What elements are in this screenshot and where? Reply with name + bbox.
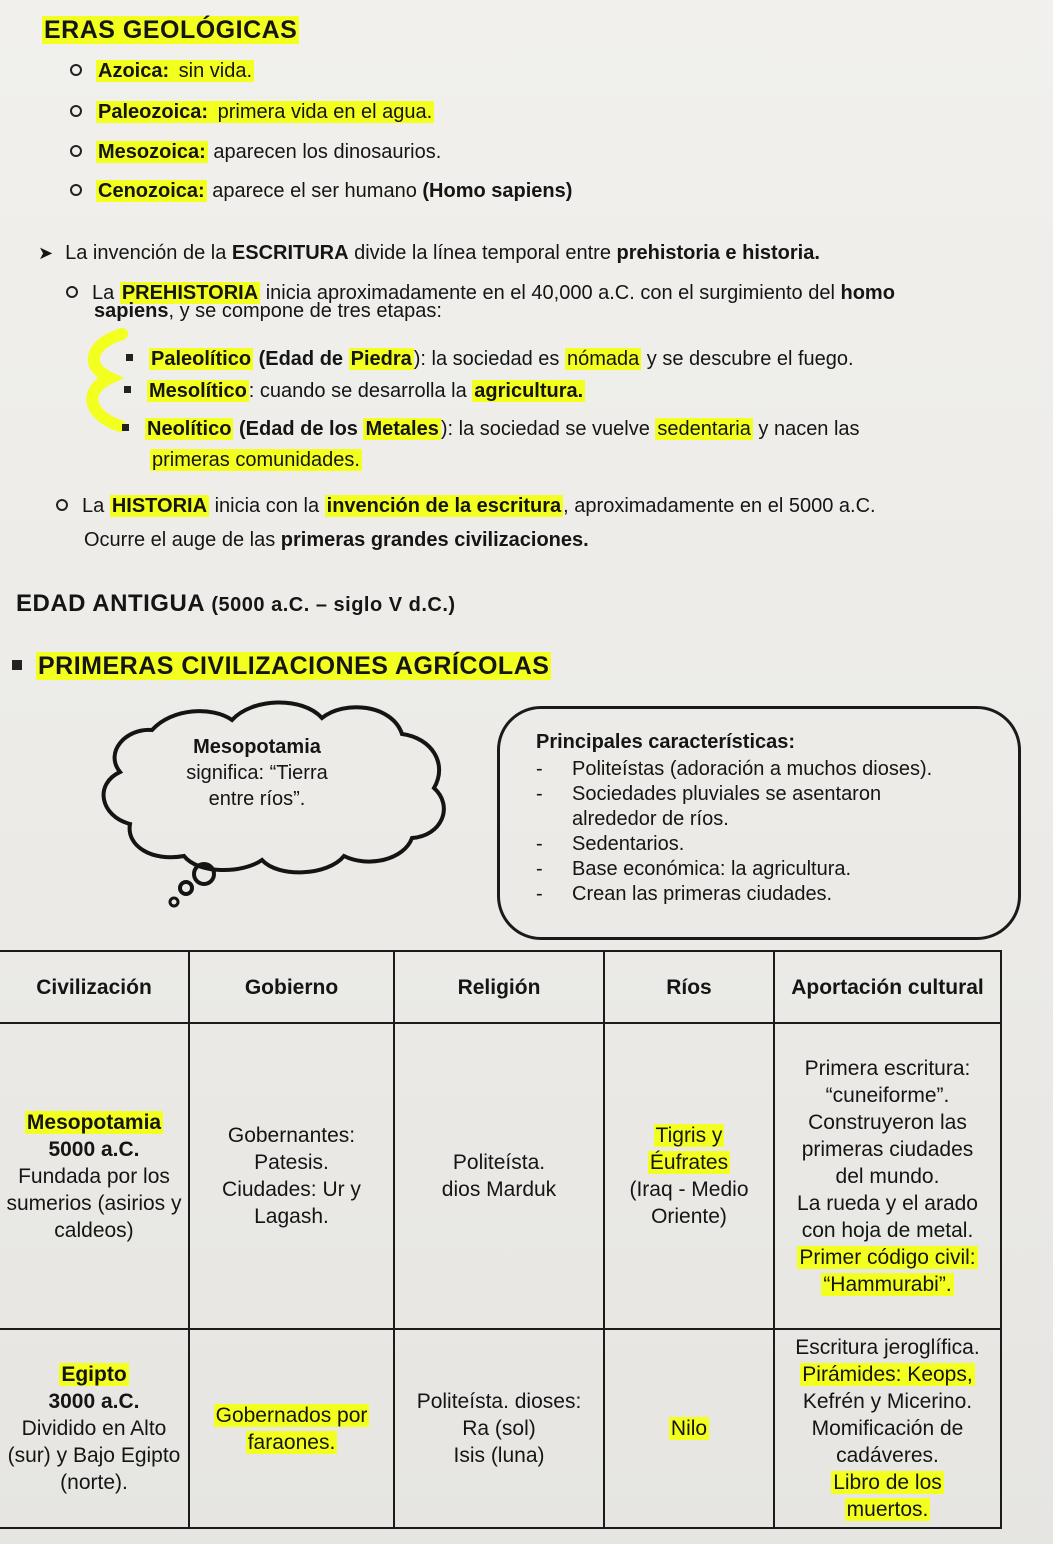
era-azoica: Azoica: sin vida. [70,60,254,83]
cloud-title: Mesopotamia [193,736,321,758]
features-heading: Principales características: [536,731,796,753]
era-cenozoica: Cenozoica: aparece el ser humano (Homo sapiens) [70,180,572,203]
era-paleozoica: Paleozoica: primera vida en el agua. [70,101,434,124]
header-religion: Religión [394,951,604,1023]
edad-antigua-title: EDAD ANTIGUA (5000 a.C. – siglo V d.C.) [16,590,456,617]
historia-line-1: La HISTORIA inicia con la invención de la escritura , aproximadamente en el 5000 a.C. [56,495,876,518]
mesopotamia-cloud [82,690,462,920]
feature-item: - Base económica: la agricultura. [536,857,932,882]
cell-ap-egipto: Escritura jeroglífica. Pirámides: Keops, Kefrén y Micerino. Momificación de cadáveres. Libro de los muertos. [774,1329,1001,1528]
cell-rios-mesopotamia: Tigris y Éufrates (Iraq - Medio Oriente) [604,1023,774,1329]
features-box [497,706,1021,940]
cell-rel-egipto: Politeísta. dioses: Ra (sol) Isis (luna) [394,1329,604,1528]
feature-item: - Sociedades pluviales se asentaron alrededor de ríos. [536,782,902,832]
stage-mesolitico: Mesolítico : cuando se desarrolla la agricultura. [124,380,585,403]
prehistoria-line-2: sapiens, y se compone de tres etapas: [94,300,442,322]
cloud-line-2: entre ríos”. [208,788,306,810]
cell-rel-mesopotamia: Politeísta. dios Marduk [394,1023,604,1329]
table-row-mesopotamia [0,1023,1001,1329]
cell-rios-egipto: Nilo [604,1329,774,1528]
primeras-civilizaciones-title: PRIMERAS CIVILIZACIONES AGRÍCOLAS [10,652,551,681]
era-mesozoica: Mesozoica: aparecen los dinosaurios. [70,141,441,164]
table-header-row [0,951,1001,1023]
stage-neolitico: Neolítico (Edad de los Metales ): la sociedad se vuelve sedentaria y nacen las [122,418,860,441]
cell-ap-mesopotamia: Primera escritura: “cuneiforme”. Construyeron las primeras ciudades del mundo. La rueda y el arado con hoja de metal. Primer código civil: “Hammurabi”. [774,1023,1001,1329]
eras-title: ERAS GEOLÓGICAS [44,16,298,44]
cell-civ-mesopotamia: Mesopotamia 5000 a.C. Fundada por los sumerios (asirios y caldeos) [0,1023,189,1329]
feature-item: - Crean las primeras ciudades. [536,882,932,907]
historia-line-2: Ocurre el auge de las primeras grandes civilizaciones. [84,529,589,551]
header-rios: Ríos [604,951,774,1023]
prehistoria-line-1: La PREHISTORIA inicia aproximadamente en el 40,000 a.C. con el surgimiento del homo [66,282,895,305]
feature-item: - Politeístas (adoración a muchos dioses). [536,757,932,782]
stage-neolitico-line2: primeras comunidades. [152,449,360,471]
feature-item: - Sedentarios. [536,832,932,857]
stage-paleolitico: Paleolítico (Edad de Piedra ): la sociedad es nómada y se descubre el fuego. [126,348,854,371]
header-gobierno: Gobierno [189,951,394,1023]
cloud-line-1: significa: “Tierra [186,762,328,784]
header-civilizacion: Civilización [0,951,189,1023]
header-aportacion: Aportación cultural [774,951,1001,1023]
table-row-egipto [0,1329,1001,1528]
cell-gob-mesopotamia: Gobernantes: Patesis. Ciudades: Ur y Lagash. [189,1023,394,1329]
cell-gob-egipto: Gobernados por faraones. [189,1329,394,1528]
escritura-line: ➤ La invención de la ESCRITURA divide la línea temporal entre prehistoria e historia. [38,242,820,264]
civilizations-table [0,950,1002,1529]
cell-civ-egipto: Egipto 3000 a.C. Dividido en Alto (sur) y Bajo Egipto (norte). [0,1329,189,1528]
